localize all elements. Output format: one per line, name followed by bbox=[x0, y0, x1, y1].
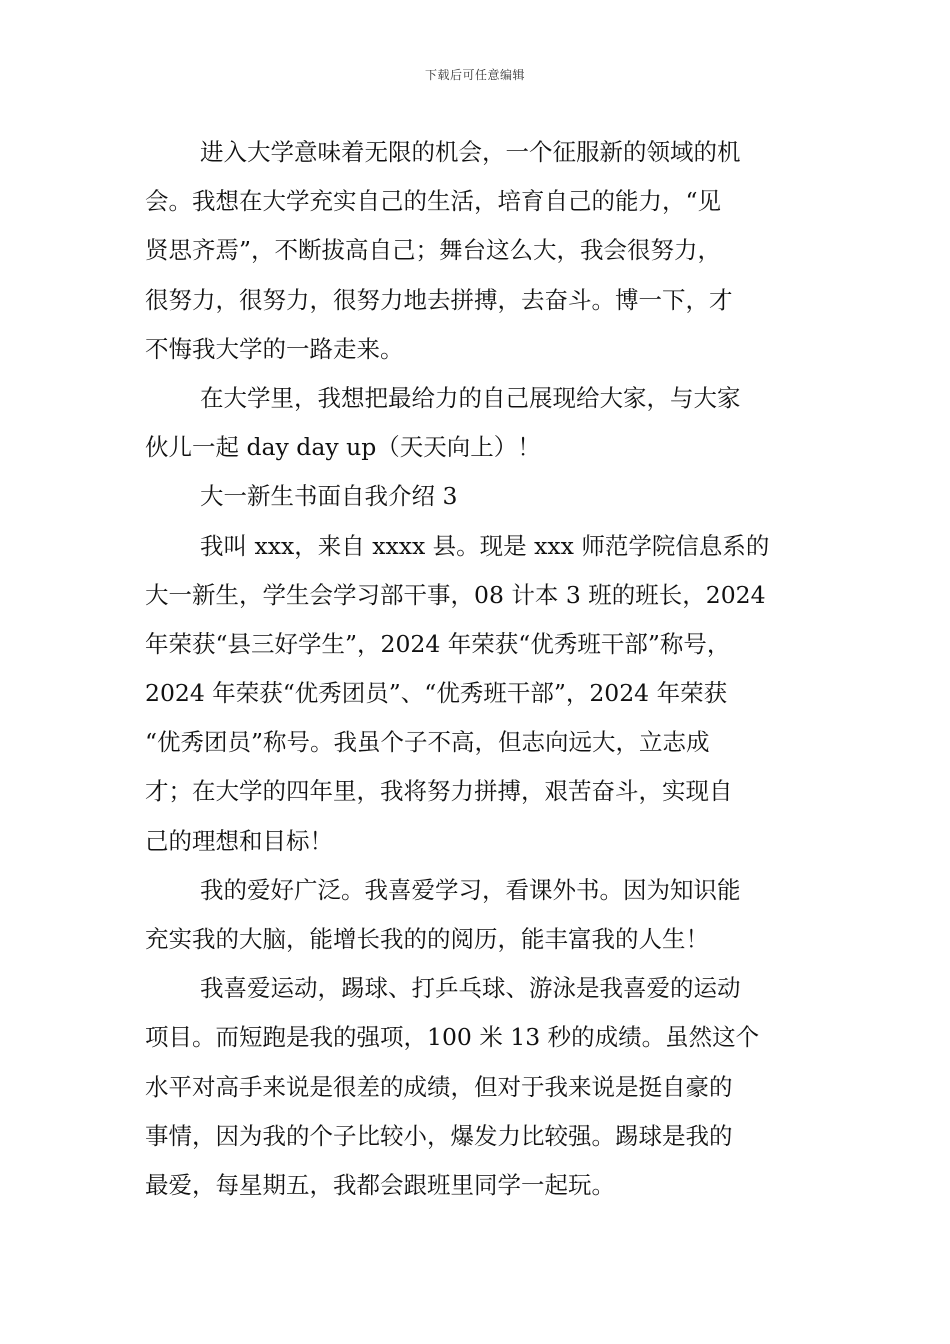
text-line: 会。我想在大学充实自己的生活，培育自己的能力，“见 bbox=[145, 187, 722, 216]
text-line: 伙儿一起 day day up（天天向上）！ bbox=[145, 433, 541, 462]
text-line: 我叫 xxx，来自 xxxx 县。现是 xxx 师范学院信息系的 bbox=[200, 531, 770, 560]
text-line: 进入大学意味着无限的机会，一个征服新的领域的机 bbox=[200, 138, 741, 166]
text-line: 我的爱好广泛。我喜爱学习，看课外书。因为知识能 bbox=[200, 875, 741, 904]
text-line: 大一新生书面自我介绍 3 bbox=[200, 482, 458, 511]
text-line: 2024 年荣获“优秀团员”、“优秀班干部”，2024 年荣获 bbox=[145, 679, 728, 708]
text-line: 年荣获“县三好学生”，2024 年荣获“优秀班干部”称号， bbox=[145, 629, 731, 658]
text-line: 充实我的大脑，能增长我的的阅历，能丰富我的人生！ bbox=[145, 925, 709, 953]
text-line: 贤思齐焉”，不断拔高自己；舞台这么大，我会很努力， bbox=[145, 236, 722, 265]
page-header: 下载后可任意编辑 bbox=[424, 68, 525, 82]
text-line: 最爱，每星期五，我都会跟班里同学一起玩。 bbox=[145, 1170, 615, 1199]
text-line: 不悔我大学的一路走来。 bbox=[145, 334, 404, 363]
text-line: 项目。而短跑是我的强项，100 米 13 秒的成绩。虽然这个 bbox=[145, 1023, 760, 1052]
text-line: 事情，因为我的个子比较小，爆发力比较强。踢球是我的 bbox=[145, 1121, 733, 1150]
text-line: 水平对高手来说是很差的成绩，但对于我来说是挺自豪的 bbox=[145, 1072, 733, 1101]
text-line: 己的理想和目标！ bbox=[145, 826, 333, 855]
text-line: 我喜爱运动，踢球、打乒乓球、游泳是我喜爱的运动 bbox=[200, 974, 741, 1003]
text-line: 很努力，很努力，很努力地去拼搏，去奋斗。博一下，才 bbox=[145, 285, 733, 314]
text-line: 大一新生，学生会学习部干事，08 计本 3 班的班长，2024 bbox=[145, 580, 766, 609]
text-line: 才；在大学的四年里，我将努力拼搏，艰苦奋斗，实现自 bbox=[145, 777, 733, 806]
text-line: 在大学里，我想把最给力的自己展现给大家，与大家 bbox=[200, 383, 741, 412]
document-body bbox=[145, 128, 810, 1210]
text-line: “优秀团员”称号。我虽个子不高，但志向远大，立志成 bbox=[145, 728, 710, 757]
